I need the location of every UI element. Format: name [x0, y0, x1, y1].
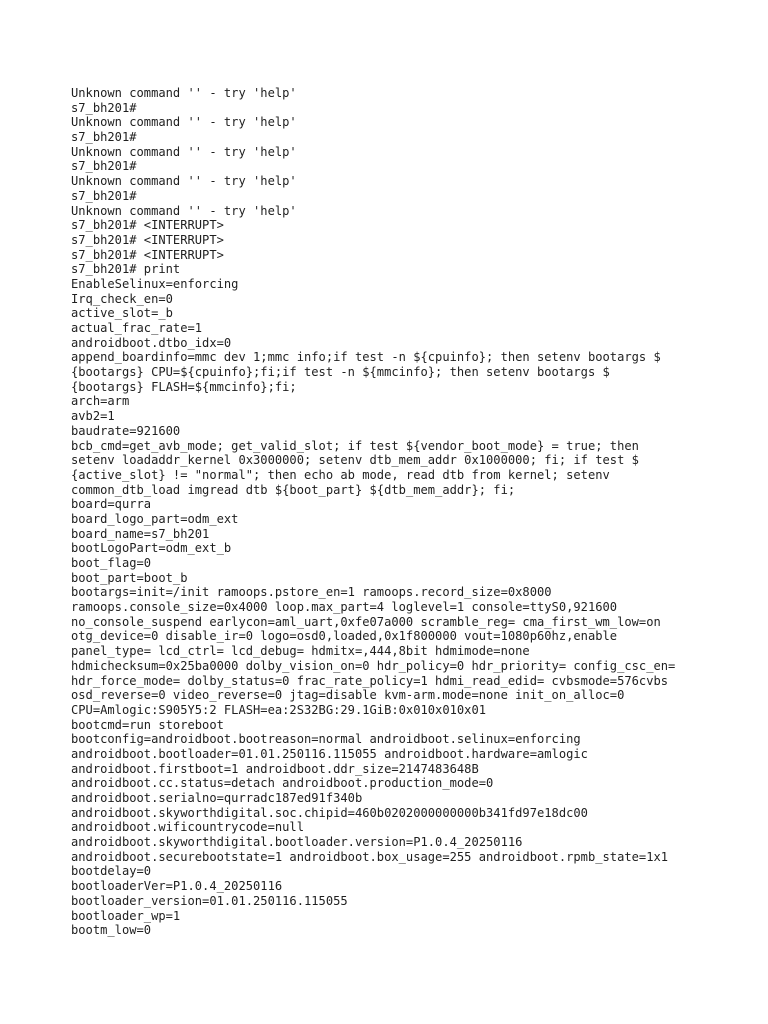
- log-line: androidboot.securebootstate=1 androidboot.box_usage=255 androidboot.rpmb_state=1x1: [71, 849, 669, 864]
- log-line: append_boardinfo=mmc dev 1;mmc info;if test -n ${cpuinfo}; then setenv bootargs $: [71, 350, 661, 365]
- log-line: no_console_suspend earlycon=aml_uart,0xfe07a000 scramble_reg= cma_first_wm_low=on: [71, 614, 661, 629]
- log-line: actual_frac_rate=1: [71, 321, 203, 335]
- log-line: bootLogoPart=odm_ext_b: [71, 541, 232, 556]
- log-line: androidboot.skyworthdigital.soc.chipid=460b0202000000000b341fd97e18dc00: [71, 805, 588, 820]
- log-line: {bootargs} FLASH=${mmcinfo};fi;: [71, 379, 297, 394]
- log-line: boot_flag=0: [71, 556, 152, 570]
- log-line: Irq_check_en=0: [71, 291, 173, 306]
- log-line: board=qurra: [71, 497, 152, 512]
- log-line: common_dtb_load imgread dtb ${boot_part} ${dtb_mem_addr}; fi;: [71, 482, 516, 497]
- log-line: EnableSelinux=enforcing: [71, 276, 239, 291]
- log-line: s7_bh201#: [71, 130, 137, 145]
- log-line: bootdelay=0: [71, 864, 152, 879]
- log-line: bootloader_version=01.01.250116.115055: [71, 893, 348, 908]
- log-line: bootargs=init=/init ramoops.pstore_en=1 ramoops.record_size=0x8000: [71, 585, 552, 600]
- log-line: bootloader_wp=1: [71, 908, 181, 923]
- log-line: baudrate=921600: [71, 423, 181, 438]
- log-line: hdmichecksum=0x25ba0000 dolby_vision_on=0 hdr_policy=0 hdr_priority= config_csc_en=: [71, 658, 676, 673]
- log-line: androidboot.serialno=qurradc187ed91f340b: [71, 791, 363, 805]
- log-line: s7_bh201#: [71, 100, 137, 115]
- log-line: Unknown command '' - try 'help': [71, 174, 297, 189]
- log-line: arch=arm: [71, 394, 130, 409]
- log-line: CPU=Amlogic:S905Y5:2 FLASH=ea:2S32BG:29.1GiB:0x010x010x01: [71, 702, 487, 717]
- log-line: s7_bh201# print: [71, 262, 181, 277]
- log-line: Unknown command '' - try 'help': [71, 86, 297, 100]
- log-line: Unknown command '' - try 'help': [71, 115, 297, 130]
- log-line: androidboot.firstboot=1 androidboot.ddr_size=2147483648B: [71, 761, 479, 776]
- log-line: bcb_cmd=get_avb_mode; get_valid_slot; if test ${vendor_boot_mode} = true; then: [71, 438, 639, 453]
- log-line: s7_bh201# <INTERRUPT>: [71, 247, 224, 262]
- log-line: bootconfig=androidboot.bootreason=normal androidboot.selinux=enforcing: [71, 732, 581, 747]
- log-line: s7_bh201# <INTERRUPT>: [71, 232, 224, 247]
- log-line: otg_device=0 disable_ir=0 logo=osd0,loaded,0x1f800000 vout=1080p60hz,enable: [71, 629, 618, 644]
- log-line: osd_reverse=0 video_reverse=0 jtag=disable kvm-arm.mode=none init_on_alloc=0: [71, 688, 625, 703]
- log-line: {active_slot} != "normal"; then echo ab mode, read dtb from kernel; setenv: [71, 467, 610, 482]
- log-line: androidboot.bootloader=01.01.250116.115055 androidboot.hardware=amlogic: [71, 746, 588, 761]
- log-line: boot_part=boot_b: [71, 570, 188, 585]
- log-line: s7_bh201#: [71, 159, 137, 174]
- log-line: androidboot.skyworthdigital.bootloader.version=P1.0.4_20250116: [71, 835, 523, 850]
- log-line: androidboot.dtbo_idx=0: [71, 335, 232, 350]
- log-line: board_logo_part=odm_ext: [71, 511, 239, 526]
- log-line: androidboot.wificountrycode=null: [71, 820, 304, 835]
- log-line: bootcmd=run storeboot: [71, 717, 224, 732]
- log-line: bootloaderVer=P1.0.4_20250116: [71, 879, 283, 894]
- log-line: hdr_force_mode= dolby_status=0 frac_rate_policy=1 hdmi_read_edid= cvbsmode=576cvbs: [71, 673, 669, 688]
- log-line: avb2=1: [71, 409, 115, 424]
- log-line: Unknown command '' - try 'help': [71, 203, 297, 218]
- log-line: panel_type= lcd_ctrl= lcd_debug= hdmitx=,444,8bit hdmimode=none: [71, 644, 530, 659]
- log-line: bootm_low=0: [71, 923, 152, 938]
- log-line: ramoops.console_size=0x4000 loop.max_part=4 loglevel=1 console=ttyS0,921600: [71, 600, 618, 615]
- log-line: s7_bh201#: [71, 188, 137, 203]
- log-line: active_slot=_b: [71, 306, 173, 321]
- log-line: {bootargs} CPU=${cpuinfo};fi;if test -n ${mmcinfo}; then setenv bootargs $: [71, 365, 610, 380]
- log-line: board_name=s7_bh201: [71, 526, 210, 541]
- log-line: Unknown command '' - try 'help': [71, 144, 297, 159]
- log-line: s7_bh201# <INTERRUPT>: [71, 218, 224, 233]
- log-line: setenv loadaddr_kernel 0x3000000; setenv dtb_mem_addr 0x1000000; fi; if test $: [71, 453, 639, 468]
- log-line: androidboot.cc.status=detach androidboot.production_mode=0: [71, 776, 494, 791]
- console-log-text: [71, 86, 711, 938]
